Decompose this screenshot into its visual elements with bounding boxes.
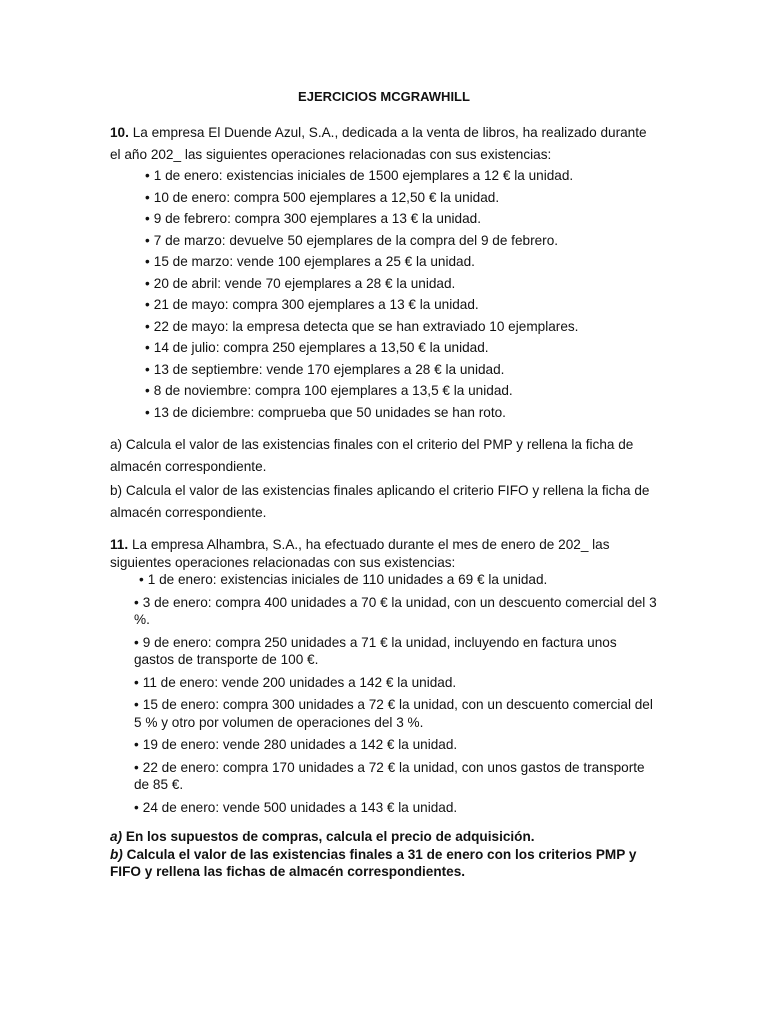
bullet-icon: • (145, 404, 150, 420)
list-item (134, 799, 660, 817)
document-title: EJERCICIOS MCGRAWHILL (298, 89, 470, 104)
bullet-icon: • (134, 759, 139, 775)
list-item (134, 696, 660, 731)
list-item (134, 736, 660, 754)
list-item (145, 294, 660, 316)
question-b-text: Calcula el valor de las existencias finales a 31 de enero con los criterios PMP y FIFO y rellena las fichas de almacén correspondientes. (110, 846, 637, 879)
bullet-icon: • (145, 361, 150, 377)
exercise-10-intro (110, 122, 660, 165)
bullet-icon: • (145, 232, 150, 248)
exercise-10-question-a: a) Calcula el valor de las existencias finales con el criterio del PMP y rellena la ficha de almacén correspondiente. (110, 437, 634, 474)
list-item (145, 208, 660, 230)
exercise-11-number: 11. (110, 537, 129, 552)
list-item-text: 8 de noviembre: compra 100 ejemplares a 13,5 € la unidad. (153, 383, 513, 398)
bullet-icon: • (145, 383, 150, 398)
list-item (145, 273, 660, 295)
list-item-text: 22 de mayo: la empresa detecta que se han extraviado 10 ejemplares. (153, 318, 579, 334)
exercise-10 (110, 122, 660, 524)
bullet-icon: • (145, 211, 150, 226)
bullet-icon: • (134, 634, 139, 650)
exercise-10-intro-text: La empresa El Duende Azul, S.A., dedicada a la venta de libros, ha realizado durante el año 202_ las siguientes operaciones relacionadas con sus existencias: (110, 125, 647, 162)
list-item-text: 13 de diciembre: comprueba que 50 unidades se han roto. (153, 404, 506, 420)
list-item-text: 15 de marzo: vende 100 ejemplares a 25 € la unidad. (153, 254, 475, 269)
exercise-11-operations-list (110, 571, 660, 816)
list-item-text: 9 de febrero: compra 300 ejemplares a 13 € la unidad. (153, 211, 481, 226)
exercise-11-intro (110, 536, 660, 571)
list-item-text: 9 de enero: compra 250 unidades a 71 € la unidad, incluyendo en factura unos gastos de transporte de 100 €. (134, 634, 617, 667)
list-item-text: 10 de enero: compra 500 ejemplares a 12,50 € la unidad. (153, 189, 500, 205)
list-item (145, 402, 660, 424)
exercise-11 (110, 536, 660, 881)
list-item (134, 759, 660, 794)
bullet-icon: • (139, 572, 144, 587)
list-item (145, 337, 660, 359)
list-item (134, 594, 660, 629)
list-item (134, 634, 660, 669)
list-item (145, 359, 660, 381)
list-item-text: 19 de enero: vende 280 unidades a 142 € la unidad. (142, 737, 458, 752)
bullet-icon: • (145, 254, 150, 269)
bullet-icon: • (145, 168, 150, 183)
list-item-text: 15 de enero: compra 300 unidades a 72 € la unidad, con un descuento comercial del 5 % y otro por volumen de operaciones del 3 %. (134, 697, 653, 730)
exercise-11-intro-text: La empresa Alhambra, S.A., ha efectuado durante el mes de enero de 202_ las siguientes operaciones relacionadas con sus existencias: (110, 537, 610, 570)
bullet-icon: • (134, 697, 139, 712)
list-item (134, 674, 660, 692)
bullet-icon: • (145, 189, 150, 205)
list-item-text: 14 de julio: compra 250 ejemplares a 13,50 € la unidad. (153, 340, 489, 355)
list-item (145, 251, 660, 273)
list-item (145, 187, 660, 209)
exercise-10-operations-list (110, 165, 660, 423)
list-item (145, 316, 660, 338)
bullet-icon: • (145, 318, 150, 334)
list-item-text: 3 de enero: compra 400 unidades a 70 € la unidad, con un descuento comercial del 3 %. (134, 594, 657, 627)
bullet-icon: • (134, 737, 139, 752)
bullet-icon: • (134, 674, 139, 690)
list-item-text: 11 de enero: vende 200 unidades a 142 € la unidad. (142, 674, 457, 690)
list-item (145, 165, 660, 187)
list-item-text: 24 de enero: vende 500 unidades a 143 € la unidad. (142, 799, 458, 815)
question-b-letter: b) (110, 846, 123, 862)
bullet-icon: • (134, 594, 139, 610)
list-item-text: 22 de enero: compra 170 unidades a 72 € la unidad, con unos gastos de transporte de 85 €. (134, 759, 645, 792)
question-a-letter: a) (110, 829, 123, 844)
list-item-text: 13 de septiembre: vende 170 ejemplares a 28 € la unidad. (153, 361, 505, 377)
list-item-text: 21 de mayo: compra 300 ejemplares a 13 € la unidad. (153, 297, 479, 312)
bullet-icon: • (145, 340, 150, 355)
list-item-text: 1 de enero: existencias iniciales de 1500 ejemplares a 12 € la unidad. (153, 168, 574, 183)
bullet-icon: • (134, 799, 139, 815)
list-item-text: 7 de marzo: devuelve 50 ejemplares de la compra del 9 de febrero. (153, 232, 559, 248)
bullet-icon: • (145, 297, 150, 312)
exercise-10-number: 10. (110, 125, 129, 140)
exercise-11-question-a (110, 828, 660, 846)
list-item-text: 1 de enero: existencias iniciales de 110 unidades a 69 € la unidad. (147, 572, 548, 587)
exercise-11-question-b (110, 846, 660, 881)
list-item (145, 380, 660, 402)
question-a-text: En los supuestos de compras, calcula el precio de adquisición. (125, 829, 535, 844)
list-item (145, 230, 660, 252)
exercise-10-question-b: b) Calcula el valor de las existencias finales aplicando el criterio FIFO y rellena la ficha de almacén correspondiente. (110, 483, 650, 520)
list-item (134, 571, 660, 589)
list-item-text: 20 de abril: vende 70 ejemplares a 28 € la unidad. (153, 275, 456, 291)
bullet-icon: • (145, 275, 150, 291)
